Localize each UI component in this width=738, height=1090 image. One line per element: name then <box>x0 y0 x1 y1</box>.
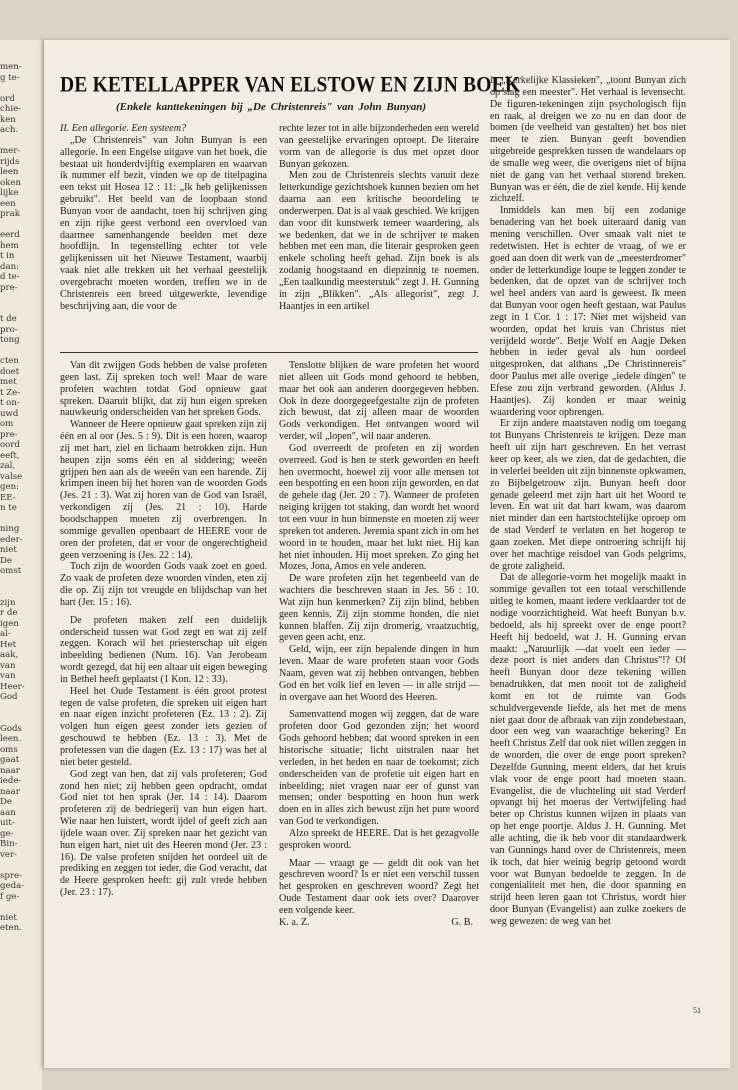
strip-line: een <box>0 198 16 209</box>
paragraph: God zegt van hen, dat zij vals profeteren; God zond hen niet; zij hebben geen opdracht, omdat God niet tot hen sprak (Jer. 14 : 14). Daarom profeteren zij de bedriegerij van hun eigen hart. Wie naar hen luistert, wordt ijdel of geeft zich aan ijdele waan over. Zij spreken naar het gezicht van hun eigen hart, niet uit des Heeren mond (Jer. 23 : 16). De valse profeten snijden het oordeel uit de prediking en zeggen tot ieder, die God veracht, dat de Heere gesproken heeft: gij zult vrede hebben (Jer. 23 : 17). <box>60 768 267 899</box>
paragraph: Er zijn andere maatstaven nodig om toegang tot Bunyans Christenreis te krijgen. Deze man heeft uit zijn hart geschreven. En het verrast keer op keer, als we zien, dat de gedachten, die in velerlei beelden uit zijn binnenste opkwamen, zo Bijbelgetrouw zijn. Bunyan heeft door genade geleerd met zijn hart uit het Woord te leven. En wat uit dat hart kwam, was daarom niet minder dan een hartstochtelijke oproep om de stad Verderf te verlaten en het hogerop te gaan zoeken. Met diepe ontroering schrijft hij over het machtige reisdoel van Gods pelgrims, de grote zaligheid. <box>490 418 686 572</box>
strip-line: God <box>0 692 18 702</box>
paragraph: God overreedt de profeten en zij worden overreed. God is hen te sterk geworden en heeft hen overmocht, hoewel zij voor alle mensen tot een bespotting en een hoon zijn geworden, en dat de gehele dag (Jer. 20 : 7). Wanneer de profeten neiging krijgen tot staking, dan wordt het woord tot een vuur in hun binnenste en moeten zij weer spreken tot anderen. Jeremia spant zich in om het woord in te houden, maar het lukt niet. Hij kan het niet inhouden. Hij moet spreken. Zo ging het Mozes, Jona, Amos en vele anderen. <box>279 442 479 573</box>
strip-line: geda- <box>0 881 25 891</box>
strip-line: omst <box>0 566 22 576</box>
strip-line: gaat <box>0 755 20 765</box>
top-mid-column <box>279 123 479 313</box>
paragraph: Van dit zwijgen Gods hebben de valse profeten geen last. Zij spreken toch wel! Maar de ware profeten wachten totdat God opnieuw gaat spreken. Daaruit blijkt, dat zij hun eigen spreken nauwkeurig onderscheiden van het spreken Gods. <box>60 360 267 419</box>
paragraph: De ware profeten zijn het tegenbeeld van de wachters die beschreven staan in Jes. 56 : 10. Wat zijn hun kenmerken? Zij zijn blind, hebben geen kennis. Zij zijn stomme honden, die niet kunnen blaffen. Zij zijn dromerig, vraatzuchtig, geven geen acht, enz. <box>279 573 479 644</box>
paragraph: Wanneer de Heere opnieuw gaat spreken zijn zij één en al oor (Jes. 5 : 9). Dit is een horen, waarop zij met hart, ziel en lichaam betrokken zijn. Hun heupen zijn soms één en al siddering; weeën grijpen hen aan als de weeën van een barende. Zij krimpen ineen bij het horen van de woorden Gods (Jes. 21 : 3). Wat zij horen van de God van Israël, verkondigen zij (Jes. 21 : 10). Harde boodschappen moeten zij overbrengen. In sommige gevallen openbaart de HEERE voor de oren der profeten, dat er voor de ongerechtigheid geen verzoening is (Jes. 22 : 14). <box>60 419 267 561</box>
right-column <box>490 75 686 928</box>
article-title: DE KETELLAPPER VAN ELSTOW EN ZIJN BOEK <box>60 73 521 98</box>
strip-line: g te- <box>0 72 20 83</box>
strip-line: dan: <box>0 261 20 272</box>
paragraph: Maar — vraagt ge — geldt dit ook van het geschreven woord? Is er niet een verschil tussen het gesproken en geschreven woord? Zegt het Oude Testament daar ook iets over? Daarover een volgende keer. <box>279 857 479 916</box>
strip-line: van <box>0 660 16 671</box>
strip-line: al- <box>0 629 11 639</box>
strip-line: prak <box>0 209 20 219</box>
strip-line <box>0 514 42 525</box>
strip-line: Heer- <box>0 681 25 692</box>
strip-line: uwd <box>0 408 19 419</box>
bottom-left-column <box>60 360 267 899</box>
strip-line: zal, <box>0 461 16 471</box>
strip-line: chie- <box>0 104 22 114</box>
strip-line: t on- <box>0 398 20 408</box>
strip-line: t Ze- <box>0 387 21 398</box>
strip-line: ken <box>0 114 16 125</box>
strip-line: niet <box>0 912 17 923</box>
previous-page-strip <box>0 40 42 1090</box>
strip-line: n te <box>0 503 17 513</box>
strip-line: om <box>0 419 14 429</box>
strip-line: De <box>0 555 12 566</box>
strip-line: aan <box>0 807 16 818</box>
paragraph: Tenslotte blijken de ware profeten het woord niet alleen uit Gods mond gehoord te hebben, maar het ook aan anderen doorgegeven hebben. Ook in deze doorgegeefgestalte zijn de profeten zich bewust, dat zij alleen maar de woorden Gods verkondigen. Het ontvangen woord wil verder, wil „lopen", wil naar anderen. <box>279 360 479 443</box>
strip-line: ord <box>0 93 15 104</box>
strip-line: uit- <box>0 818 15 828</box>
page-number: 51 <box>693 1006 701 1015</box>
strip-line: pre- <box>0 282 18 293</box>
strip-line: hem <box>0 240 19 251</box>
strip-line: Bin- <box>0 839 18 849</box>
strip-line: d te- <box>0 272 20 282</box>
signature-left: K. a. Z. <box>279 916 310 928</box>
strip-line: zijn <box>0 597 16 608</box>
paragraph: De profeten maken zelf een duidelijk onderscheid tussen wat God zegt en wat zij zelf zeggen. Korach wil het priesterschap uit eigen inbeelding bedienen (Num. 16). Van Jerobeam wordt gezegd, dat hij een altaar uit eigen beweging in Bethel heeft geplaatst (1 Kon. 12 : 33). <box>60 614 267 685</box>
strip-line <box>0 902 42 913</box>
strip-line: De <box>0 797 12 807</box>
strip-line: r de <box>0 608 18 618</box>
strip-line <box>0 577 42 588</box>
strip-line: valse <box>0 471 23 482</box>
paragraph: Toch zijn de woorden Gods vaak zoet en goed. Zo vaak de profeten deze woorden vinden, eten zij die op. Zij zijn tot vreugde en blijdschap van het hart (Jer. 15 : 16). <box>60 561 267 608</box>
strip-line: lijke <box>0 188 19 198</box>
strip-line: t de <box>0 314 17 324</box>
strip-line: t in <box>0 251 15 261</box>
paragraph: Men zou de Christenreis slechts vanuit deze letterkundige gezichtshoek kunnen bezien om het daarna aan een kritische beoordeling te onderwerpen. Dat is al vaak geschied. We krijgen dan voor dit kunstwerk temeer waardering, als we bedenken, dat we in de schrijver te maken hebben met een man, die literair gesproken geen enkele scholing heeft gehad. Zijn boek is als zodanig hoogstaand en diepzinnig te noemen. „Een taalkundig meesterstuk" zegt J. H. Gunning in zijn „Blikken". „Als allegorist", zegt J. Haantjes in een artikel <box>279 170 479 312</box>
strip-line: iede- <box>0 776 22 786</box>
strip-line: Het <box>0 639 17 650</box>
paragraph: in „Kerkelijke Klassieken", „toont Bunyan zich op slag een meester". Het verhaal is levensecht. De figuren-tekeningen zijn psychologisch fijn en raak, al dreigen we zo nu en dan door de bomen (de veelheid van gestalten) het bos niet meer te zien. Bunyan geeft bovendien uitgebreide gesprekken tussen de wandelaars op de smalle weg weer, die overigens niet of bijna niet de gang van het verhaal storend breken. Bunyan was er één, die de ziel kende. Hij kende zichzelf. <box>490 75 686 205</box>
strip-line <box>0 83 42 94</box>
strip-line: spre- <box>0 870 23 881</box>
section-divider <box>60 352 478 353</box>
strip-line: leen. <box>0 734 22 744</box>
strip-line: pre- <box>0 429 18 440</box>
strip-line <box>0 703 42 714</box>
strip-line <box>0 587 42 598</box>
strip-line: doet <box>0 366 20 377</box>
strip-line: niet <box>0 545 17 555</box>
strip-line: oken <box>0 177 22 188</box>
strip-line: eerd <box>0 230 20 240</box>
paragraph: Dat de allegorie-vorm het mogelijk maakt in sommige gevallen tot een totaal verschillende uitleg te komen, maant iedere verklaarder tot de nodige voorzichtigheid. Wat heeft Bunyan b.v. bedoeld, als hij spreekt over de enge poort? Heeft hij bedoeld, wat J. H. Gunning ervan maakt: „Natuurlijk —dat voelt een ieder — deze poort is niet anders dan Christus"!? Of heeft Bunyan door deze tekening willen benadrukken, dat men nooit tot de zaligheid komt en tot de ruimte van Gods schuldvergevende liefde, als het met de mens niet gaat door de afbraak van zijn zondebestaan, door een weg van waarachtige bekering? En heeft Christus Zelf dat ook niet willen zeggen in de woorden, die over de enge poort spreken? Dezelfde Gunning, meent elders, dat het kruis vlak voor de enge poort had moeten staan. Evangelist, die de vluchteling uit stad Verderf opvangt bij het moeras der Vertwijfeling had beter op Christus kunnen wijzen in plaats van op het enge poortje. Aldus J. H. Gunning. Met alle achting, die ik heb voor dit standaardwerk van Gunnings hand over de Christenreis, meen ik toch, dat hier weinig begrip getoond wordt voor wat Bunyan bedoelde te zeggen. In de congenialiteit met hen, die door spanning en strijd heen leren gaan tot Christus, wordt hier door Bunyan (Evangelist) aan zulke zoekers de weg gewezen: de weg van het <box>490 572 686 927</box>
strip-line: oms <box>0 744 18 755</box>
strip-line: eten. <box>0 923 22 933</box>
strip-line: aak, <box>0 650 19 660</box>
paragraph: „De Christenreis" van John Bunyan is een allegorie. In een Engelse uitgave van het boek, die bestaat uit honderdvijftig exemplaren en waarvan ik nummer elf bezit, vinden we op de titelpagina een tekst uit Hosea 12 : 11: „Ik heb gelijkenissen gebruikt". Het beeld van de loopbaan stond Bunyan voor de aandacht, toen hij schrijven ging en zijn rijke geest verbond een overvloed van daarmee samenhangende beelden met deze hoofdlijn. In tegenstelling echter tot vele gelijkenissen uit het Nieuwe Testament, waarbij vaak niet alle trekken uit het verhaal geestelijk overgebracht moeten worden, treffen we in de Christenreis een breed uitgewerkte, levendige beschrijving aan, die voor de <box>60 134 267 312</box>
strip-line: men- <box>0 62 22 72</box>
strip-line: tong <box>0 335 20 345</box>
strip-line: leen <box>0 167 19 177</box>
strip-line <box>0 304 42 315</box>
strip-line <box>0 860 42 871</box>
strip-line <box>0 346 42 357</box>
strip-line: gen: <box>0 482 20 492</box>
paragraph: Samenvattend mogen wij zeggen, dat de ware profeten door God gezonden zijn; het woord Gods gehoord hebben; dat woord spreken in een historische situatie; licht uitstralen naar het verleden, in het heden en naar de toekomst; zich onderscheiden van de profetie uit eigen hart en inbeelding; niet vragen naar eer of gunst van mensen; onder bespotting en hoon hun werk doen en in alles zich bewust zijn het pure woord van God te verkondigen. <box>279 709 479 828</box>
strip-line: igen <box>0 618 19 629</box>
strip-line: EE- <box>0 492 16 503</box>
strip-line: mer- <box>0 146 21 156</box>
strip-line: van <box>0 671 16 681</box>
strip-line: ning <box>0 524 20 534</box>
strip-line <box>0 220 42 231</box>
signature-right: G. B. <box>451 916 473 928</box>
paragraph: Alzo spreekt de HEERE. Dat is het gezagvolle gesproken woord. <box>279 827 479 851</box>
strip-line: ge- <box>0 828 14 839</box>
strip-line: Gods <box>0 723 22 734</box>
section-heading: II. Een allegorie. Een systeem? <box>60 123 187 134</box>
signature-line <box>279 917 479 929</box>
strip-line: rijds <box>0 156 20 167</box>
strip-line: oord <box>0 440 20 450</box>
strip-line <box>0 713 42 724</box>
strip-line: naar <box>0 765 20 776</box>
strip-line: eder- <box>0 534 23 545</box>
strip-line <box>0 136 42 147</box>
paragraph: Heel het Oude Testament is één groot protest tegen de valse profeten, die spreken uit eigen hart en naar eigen inzicht profeteren (Ez. 13 : 2). Zij volgen hun eigen geest zonder iets gezien of geschouwd te hebben (Ez. 13 : 3). Met de profetessen van die dagen (Ez. 13 : 17) was het al niet beter gesteld. <box>60 685 267 768</box>
strip-line: naar <box>0 786 20 797</box>
strip-line: met <box>0 377 17 387</box>
strip-line: cten <box>0 356 19 366</box>
strip-line <box>0 293 42 304</box>
strip-line: f ge- <box>0 891 20 902</box>
strip-line: eeft, <box>0 450 20 461</box>
strip-line: pro- <box>0 324 18 335</box>
paragraph: rechte lezer tot in alle bijzonderheden een wereld van geestelijke ervaringen oproept. De literaire vorm van de allegorie is dus met opzet door Bunyan gekozen. <box>279 123 479 170</box>
paragraph: Geld, wijn, eer zijn bepalende dingen in hun leven. Maar de ware profeten staan voor Gods Naam, geven wat zij hebben ontvangen, hebben God en het volk lief en leven — in alle strijd — in overgave aan het Woord des Heeren. <box>279 644 479 703</box>
strip-line: ach. <box>0 125 19 135</box>
strip-line: ver- <box>0 849 17 860</box>
paragraph: Inmiddels kan men bij een zodanige benadering van het boek uiteraard danig van mening verschillen. Over smaak valt niet te redetwisten. Het is echter de vraag, of we er goed aan doen dit werk van de „meesterdromer" onder de letterkundige loupe te leggen zonder te bedenken, dat de opzet van de schrijver toch wel heel anders van aard is geweest. Ik meen dat Bunyan voor ogen heeft gestaan, wat Paulus zegt in 1 Cor. 1 : 17: Niet met wijsheid van woorden, opdat het kruis van Christus niet verijdeld worde". Betje Wolf en Aagje Deken hebben in ieder geval als hun oordeel uitgesproken, dat althans „De Christinnereis" door Paulus met alle overige „iedele dingen" te Efese zou zijn verbrand geworden. (Aldus J. Haantjes). Zij konden er maar weinig waardering voor opbrengen. <box>490 205 686 418</box>
bottom-mid-column <box>279 360 479 929</box>
article-subtitle: (Enkele kanttekeningen bij „De Christenreis" van John Bunyan) <box>115 101 427 113</box>
top-left-column <box>60 123 267 313</box>
